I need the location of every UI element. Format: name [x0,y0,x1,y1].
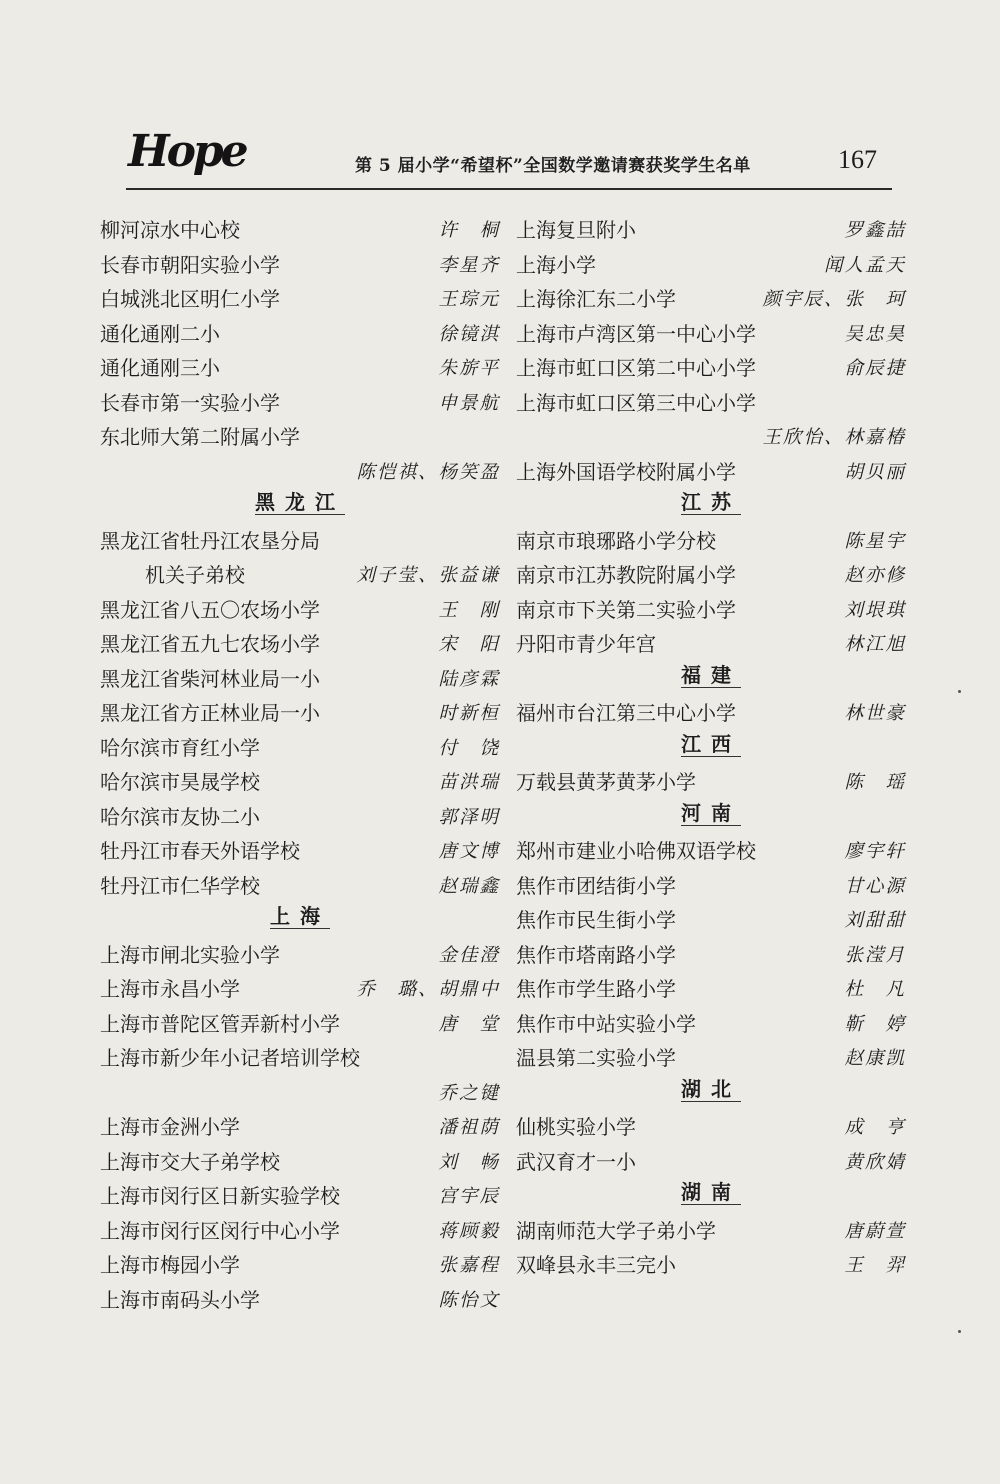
province-heading-label: 江西 [681,728,741,757]
winner-row [516,279,906,314]
winner-row [516,969,906,1004]
student-names: 张嘉程 [438,1255,500,1276]
winner-row [516,210,906,245]
winner-row [100,1142,500,1177]
student-names: 王 刚 [438,599,500,621]
student-names: 乔之键 [438,1082,500,1104]
school-name: 哈尔滨市育红小学 [100,735,260,760]
left-column [100,210,500,1314]
winner-row [100,1211,500,1246]
student-names: 蒋顾毅 [438,1220,500,1242]
school-name: 上海小学 [516,252,596,277]
winner-row [100,210,500,245]
winner-row [516,1004,906,1039]
student-names: 林世豪 [844,703,906,724]
winner-row [516,1038,906,1073]
speck [958,690,961,693]
school-name: 南京市江苏教院附属小学 [516,563,736,587]
winner-row [100,831,500,866]
hope-logo [126,126,256,176]
student-names: 朱旂平 [438,358,500,379]
winner-row [516,590,906,625]
school-name: 上海市新少年小记者培训学校 [100,1046,360,1070]
winner-row [516,348,906,383]
school-name: 黑龙江省牡丹江农垦分局 [100,528,320,553]
student-names: 徐镜淇 [438,323,500,345]
student-names: 付 饶 [438,737,500,759]
school-name: 上海复旦附小 [516,218,636,242]
province-heading [516,797,906,832]
student-names: 申景航 [438,392,500,414]
winner-row [100,624,500,659]
student-names: 吴忠昊 [844,323,906,345]
winner-row [516,831,906,866]
province-heading-label: 湖南 [681,1176,741,1205]
province-heading [516,728,906,763]
student-names: 乔 璐、胡鼎中 [356,979,500,1000]
student-names: 李星齐 [438,254,500,276]
school-name: 黑龙江省方正林业局一小 [100,701,320,725]
winner-row [100,1176,500,1211]
winner-row [516,1142,906,1177]
student-names: 杜 凡 [844,979,906,1000]
province-heading-label: 黑龙江 [255,486,345,515]
student-names: 唐蔚萱 [844,1220,906,1242]
student-names: 黄欣婧 [844,1151,906,1173]
student-names: 赵康凯 [844,1048,906,1069]
winner-row [100,762,500,797]
school-name: 长春市第一实验小学 [100,390,280,415]
school-name: 柳河凉水中心校 [100,218,240,242]
winner-row [100,693,500,728]
student-names: 成 亨 [844,1117,906,1138]
winner-row [100,969,500,1004]
school-name: 白城洮北区明仁小学 [100,287,280,311]
winner-row [516,693,906,728]
winner-row [100,590,500,625]
province-heading-label: 福建 [681,659,741,688]
winner-row [100,1107,500,1142]
school-name: 双峰县永丰三完小 [516,1253,676,1277]
winner-row [516,1107,906,1142]
winner-row [516,314,906,349]
winner-row [516,1245,906,1280]
student-names: 甘心源 [844,875,906,897]
school-name: 上海市梅园小学 [100,1253,240,1277]
student-names: 张滢月 [844,944,906,966]
student-names: 王欣怡、林嘉椿 [762,427,906,448]
winner-row [516,866,906,901]
winner-row [100,417,500,452]
student-names: 颜宇辰、张 珂 [762,289,906,310]
school-name: 通化通刚二小 [100,321,220,346]
winner-row [100,728,500,763]
winner-row [100,279,500,314]
school-name: 焦作市中站实验小学 [516,1011,696,1036]
student-names: 王琮元 [438,289,500,310]
student-names: 刘 畅 [438,1151,500,1173]
school-name: 上海市闵行区闵行中心小学 [100,1218,340,1243]
student-names: 陆彦霖 [438,668,500,690]
school-name: 黑龙江省柴河林业局一小 [100,666,320,691]
student-names: 赵亦修 [844,565,906,586]
svg-text:Hope: Hope [128,126,246,176]
school-name: 焦作市塔南路小学 [516,942,676,967]
student-names: 罗鑫喆 [844,220,906,241]
school-name: 上海徐汇东二小学 [516,287,676,311]
student-names: 唐文博 [438,841,500,862]
student-names: 唐 堂 [438,1013,500,1035]
right-column [516,210,906,1280]
province-heading [516,486,906,521]
school-name: 东北师大第二附属小学 [100,425,300,449]
school-name: 上海市虹口区第三中心小学 [516,390,756,415]
school-name: 上海市闸北实验小学 [100,942,280,967]
winner-row [516,900,906,935]
province-heading-label: 江苏 [681,486,741,515]
winner-row [516,452,906,487]
winner-row [516,762,906,797]
winner-row [100,245,500,280]
student-names: 陈怡文 [438,1289,500,1311]
winner-row [100,383,500,418]
province-heading [516,1073,906,1108]
winner-row [516,1211,906,1246]
winner-row [516,245,906,280]
winner-row [516,417,906,452]
school-name: 万载县黄茅黄茅小学 [516,770,696,794]
winner-row [100,1004,500,1039]
student-names: 俞辰捷 [844,358,906,379]
page-number: 167 [838,145,877,174]
winner-row [100,659,500,694]
student-names: 潘祖荫 [438,1117,500,1138]
school-name: 上海市南码头小学 [100,1287,260,1312]
student-names: 苗洪瑞 [438,772,500,793]
winner-row [100,348,500,383]
school-name: 焦作市学生路小学 [516,977,676,1001]
school-name: 牡丹江市春天外语学校 [100,839,300,863]
province-heading [516,659,906,694]
student-names: 郭泽明 [438,806,500,828]
student-names: 时新桓 [438,703,500,724]
student-names: 王 羿 [844,1255,906,1276]
school-name: 焦作市团结街小学 [516,873,676,898]
winner-row [516,383,906,418]
student-names: 许 桐 [438,220,500,241]
province-heading [100,486,500,521]
student-names: 宫宇辰 [438,1186,500,1207]
winner-row [100,935,500,970]
winner-row [100,555,500,590]
student-names: 陈恺祺、杨笑盈 [356,461,500,483]
province-heading-label: 湖北 [681,1073,741,1102]
winner-row [100,452,500,487]
header-rule [126,188,892,190]
school-name: 通化通刚三小 [100,356,220,380]
student-names: 刘子莹、张益谦 [356,565,500,586]
winner-row [100,797,500,832]
student-names: 陈星宇 [844,530,906,552]
school-name: 南京市琅琊路小学分校 [516,528,716,553]
winner-row [100,1245,500,1280]
winner-row [516,624,906,659]
student-names: 陈 瑶 [844,772,906,793]
school-name: 南京市下关第二实验小学 [516,597,736,622]
winner-row [100,1073,500,1108]
school-name: 丹阳市青少年宫 [516,632,656,656]
student-names: 廖宇轩 [844,841,906,862]
student-names: 刘甜甜 [844,910,906,931]
school-name: 福州市台江第三中心小学 [516,701,736,725]
school-name: 黑龙江省八五〇农场小学 [100,597,320,622]
school-name: 焦作市民生街小学 [516,908,676,932]
student-names: 金佳澄 [438,944,500,966]
school-name: 上海市普陀区管弄新村小学 [100,1011,340,1036]
speck [958,1330,961,1333]
winner-row [516,521,906,556]
school-name: 郑州市建业小哈佛双语学校 [516,839,756,863]
school-name: 武汉育才一小 [516,1149,636,1174]
student-names: 闻人孟天 [823,254,906,276]
student-names: 刘垠琪 [844,599,906,621]
school-name: 哈尔滨市友协二小 [100,804,260,829]
school-name: 黑龙江省五九七农场小学 [100,632,320,656]
winner-row [100,1038,500,1073]
school-name: 机关子弟校 [145,563,245,587]
school-name: 上海市金洲小学 [100,1115,240,1139]
school-name: 上海市永昌小学 [100,977,240,1001]
province-heading [100,900,500,935]
school-name: 上海外国语学校附属小学 [516,459,736,484]
student-names: 林江旭 [844,634,906,655]
school-name: 仙桃实验小学 [516,1115,636,1139]
school-name: 哈尔滨市昊晟学校 [100,770,260,794]
page-header-title: 第 5 届小学“希望杯”全国数学邀请赛获奖学生名单 [355,156,751,176]
province-heading [516,1176,906,1211]
school-name: 长春市朝阳实验小学 [100,252,280,277]
student-names: 赵瑞鑫 [438,875,500,897]
school-name: 上海市交大子弟学校 [100,1149,280,1174]
school-name: 上海市虹口区第二中心小学 [516,356,756,380]
school-name: 牡丹江市仁华学校 [100,873,260,898]
winner-row [516,555,906,590]
school-name: 温县第二实验小学 [516,1046,676,1070]
student-names: 靳 婷 [844,1013,906,1035]
winner-row [100,314,500,349]
province-heading-label: 河南 [681,797,741,826]
winner-row [100,866,500,901]
school-name: 上海市闵行区日新实验学校 [100,1184,340,1208]
winner-row [100,521,500,556]
province-heading-label: 上海 [270,900,330,929]
school-name: 上海市卢湾区第一中心小学 [516,321,756,346]
winner-row [516,935,906,970]
winner-row [100,1280,500,1315]
student-names: 宋 阳 [438,634,500,655]
school-name: 湖南师范大学子弟小学 [516,1218,716,1243]
student-names: 胡贝丽 [844,461,906,483]
